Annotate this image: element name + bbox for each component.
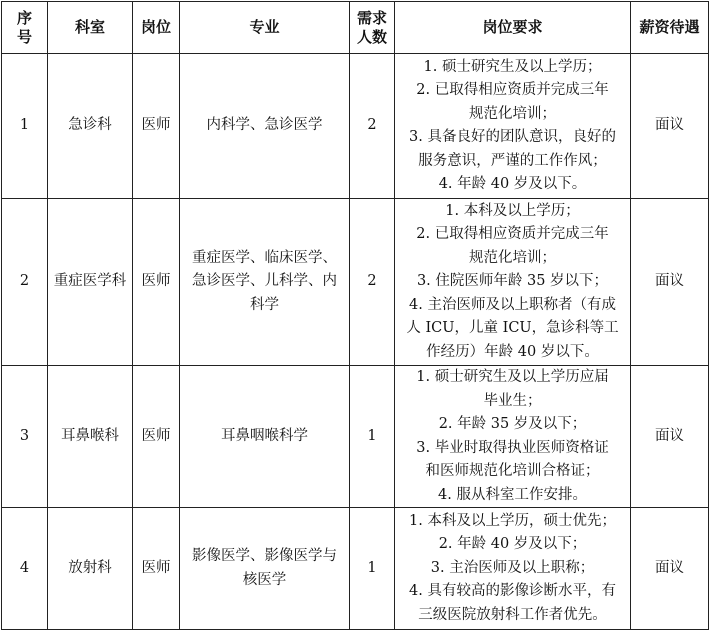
cell-seq: 2 bbox=[2, 199, 48, 366]
table-row bbox=[2, 199, 709, 366]
cell-requirements bbox=[395, 508, 631, 630]
requirement-line: 服务意识，严谨的工作作风； bbox=[418, 152, 607, 169]
requirement-line: 规范化培训； bbox=[469, 105, 556, 122]
header-seq bbox=[2, 2, 48, 54]
requirement-line: 3. 毕业时取得执业医师资格证 bbox=[416, 439, 609, 456]
requirement-line: 1. 本科及以上学历，硕士优先； bbox=[409, 512, 616, 529]
major-line: 影像医学、影像医学与 bbox=[192, 548, 337, 564]
requirement-line: 2. 年龄 40 岁及以下； bbox=[438, 536, 587, 553]
cell-post: 医师 bbox=[133, 54, 180, 199]
major-line: 核医学 bbox=[242, 571, 287, 588]
requirement-line: 规范化培训； bbox=[469, 249, 556, 266]
table-row bbox=[2, 54, 709, 199]
cell-count: 2 bbox=[350, 199, 395, 366]
header-seq-line-1: 序 bbox=[16, 8, 32, 27]
cell-post: 医师 bbox=[133, 508, 180, 630]
cell-requirements bbox=[395, 54, 631, 199]
table-header-row bbox=[2, 2, 709, 54]
table-row bbox=[2, 508, 709, 630]
major-line: 急诊医学、儿科学、内 bbox=[192, 273, 337, 290]
requirement-line: 1. 硕士研究生及以上学历应届 bbox=[416, 369, 609, 385]
requirement-line: 人 ICU，儿童 ICU，急诊科等工 bbox=[406, 320, 619, 337]
cell-salary: 面议 bbox=[631, 54, 709, 199]
header-count-line-1: 需求 bbox=[356, 8, 387, 27]
cell-count: 1 bbox=[350, 508, 395, 630]
requirement-line: 作经历）年龄 40 岁以下。 bbox=[426, 343, 599, 360]
cell-post: 医师 bbox=[133, 199, 180, 366]
major-line: 耳鼻咽喉科学 bbox=[221, 427, 308, 444]
requirement-line: 2. 年龄 35 岁及以下； bbox=[438, 416, 587, 432]
requirement-line: 3. 具备良好的团队意识，良好的 bbox=[409, 129, 616, 145]
cell-seq: 4 bbox=[2, 508, 48, 630]
cell-seq: 3 bbox=[2, 366, 48, 508]
requirement-line: 1. 本科及以上学历； bbox=[445, 202, 580, 219]
requirement-line: 毕业生； bbox=[483, 392, 542, 409]
header-post: 岗位 bbox=[133, 2, 180, 54]
recruitment-table bbox=[1, 1, 709, 630]
cell-dept: 重症医学科 bbox=[48, 199, 133, 366]
header-dept: 科室 bbox=[48, 2, 133, 54]
cell-requirements bbox=[395, 199, 631, 366]
cell-salary: 面议 bbox=[631, 366, 709, 508]
cell-dept: 急诊科 bbox=[48, 54, 133, 199]
requirement-line: 4. 主治医师及以上职称者（有成 bbox=[409, 296, 616, 313]
cell-count: 1 bbox=[350, 366, 395, 508]
header-count-line-2: 人数 bbox=[356, 27, 387, 46]
cell-major bbox=[180, 199, 350, 366]
requirement-line: 3. 主治医师及以上职称； bbox=[430, 559, 595, 576]
cell-major bbox=[180, 54, 350, 199]
header-major: 专业 bbox=[180, 2, 350, 54]
cell-dept: 耳鼻喉科 bbox=[48, 366, 133, 508]
requirement-line: 和医师规范化培训合格证； bbox=[425, 463, 600, 479]
cell-major bbox=[180, 508, 350, 630]
header-seq-line-2: 号 bbox=[16, 27, 32, 46]
cell-salary: 面议 bbox=[631, 199, 709, 366]
requirement-line: 4. 服从科室工作安排。 bbox=[438, 486, 587, 503]
major-line: 重症医学、临床医学、 bbox=[192, 249, 337, 266]
requirement-line: 4. 年龄 40 岁及以下。 bbox=[438, 176, 587, 192]
requirement-line: 4. 具有较高的影像诊断水平，有 bbox=[409, 583, 616, 600]
requirement-line: 2. 已取得相应资质并完成三年 bbox=[416, 82, 609, 98]
cell-seq: 1 bbox=[2, 54, 48, 199]
cell-dept: 放射科 bbox=[48, 508, 133, 630]
header-count bbox=[350, 2, 395, 54]
cell-count: 2 bbox=[350, 54, 395, 199]
major-line: 内科学、急诊医学 bbox=[206, 117, 323, 134]
cell-requirements bbox=[395, 366, 631, 508]
cell-post: 医师 bbox=[133, 366, 180, 508]
header-salary: 薪资待遇 bbox=[631, 2, 709, 54]
cell-major bbox=[180, 366, 350, 508]
major-line: 科学 bbox=[250, 296, 279, 313]
requirement-line: 1. 硕士研究生及以上学历； bbox=[423, 58, 602, 75]
requirement-line: 2. 已取得相应资质并完成三年 bbox=[416, 226, 609, 243]
requirement-line: 三级医院放射科工作者优先。 bbox=[418, 606, 607, 623]
requirement-line: 3. 住院医师年龄 35 岁以下； bbox=[416, 273, 609, 290]
header-requirements: 岗位要求 bbox=[395, 2, 631, 54]
cell-salary: 面议 bbox=[631, 508, 709, 630]
table-row bbox=[2, 366, 709, 508]
